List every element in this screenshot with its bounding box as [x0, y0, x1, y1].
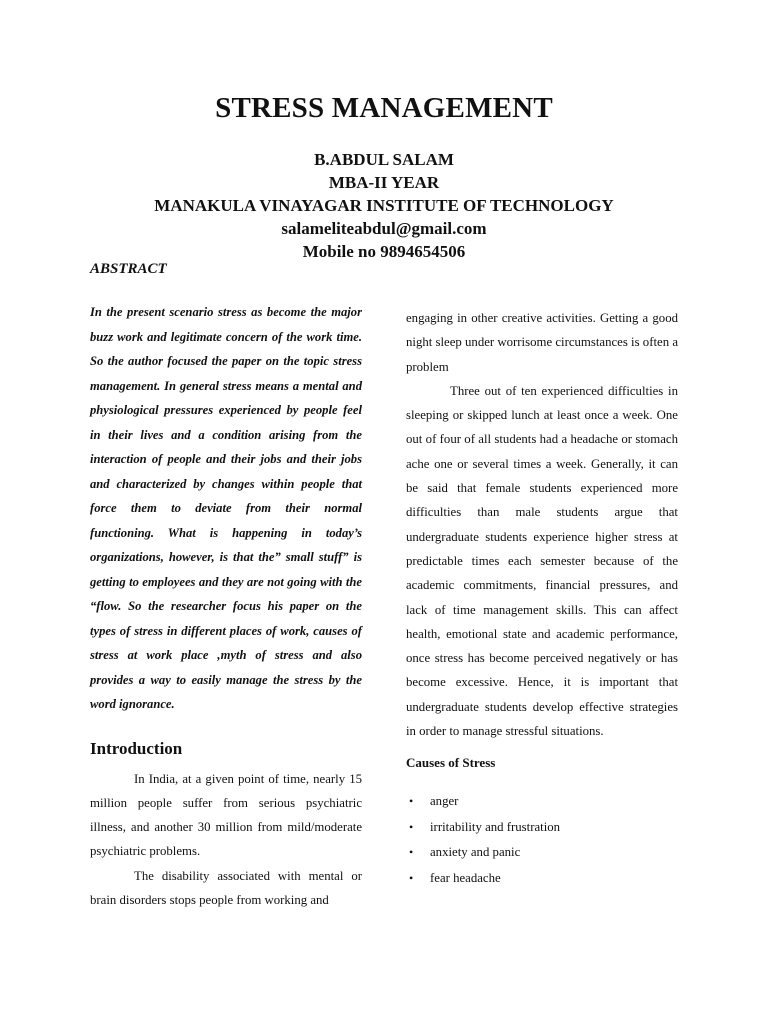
list-item: [406, 866, 678, 892]
introduction-heading: Introduction: [90, 738, 183, 758]
author-name: B.ABDUL SALAM: [314, 150, 454, 169]
page-title: STRESS MANAGEMENT: [215, 92, 553, 124]
body-paragraph: Three out of ten experienced difficulties in sleeping or skipped lunch at least once a week. One out of four of all students had a headache or stomach ache one or several times a week. Generally, it can be said that female students experienced more difficulties than male students argue that undergraduate students experience higher stress at predictable times each semester because of the academic commitments, financial pressures, and lack of time management skills. This can affect health, emotional state and academic performance, once stress has become perceived negatively or has become excessive. Hence, it is important that undergraduate students develop effective strategies in order to manage stressful situations.: [406, 383, 678, 739]
list-item: [406, 789, 678, 815]
causes-list: [406, 789, 678, 891]
list-item-text: fear headache: [430, 870, 501, 885]
body-paragraph: engaging in other creative activities. Getting a good night sleep under worrisome circumstances is often a problem: [406, 311, 678, 374]
author-mobile: Mobile no 9894654506: [302, 242, 466, 261]
abstract-text: In the present scenario stress as become the major buzz work and legitimate concern of the work time. So the author focused the paper on the topic stress management. In general stress means a mental and physiological pressures experienced by people feel in their lives and a condition arising from the interaction of people and their jobs and their jobs and characterized by changes within people that force them to deviate from their normal functioning. What is happening in today’s organizations, however, is that the” small stuff” is getting to employees and they are not going with the “flow. So the researcher focus his paper on the types of stress in different places of work, causes of stress at work place ,myth of stress and also provides a way to easily manage the stress by the word ignorance.: [90, 305, 362, 711]
introduction-paragraph: The disability associated with mental or brain disorders stops people from working and: [90, 868, 362, 907]
list-item: [406, 815, 678, 841]
author-block: [0, 148, 768, 263]
introduction-paragraph: In India, at a given point of time, nearly 15 million people suffer from serious psychiatric illness, and another 30 million from mild/moderate psychiatric problems.: [90, 771, 362, 859]
author-institute: MANAKULA VINAYAGAR INSTITUTE OF TECHNOLOGY: [154, 196, 614, 215]
right-column: [406, 306, 678, 891]
bullet-icon: •: [409, 845, 414, 860]
bullet-icon: •: [409, 870, 414, 885]
causes-heading: Causes of Stress: [406, 755, 496, 771]
bullet-icon: •: [409, 794, 414, 809]
list-item-text: anger: [430, 794, 459, 809]
bullet-icon: •: [409, 819, 414, 834]
abstract-heading: ABSTRACT: [90, 261, 167, 277]
list-item-text: anxiety and panic: [430, 845, 521, 860]
left-column: [90, 300, 362, 912]
list-item: [406, 840, 678, 866]
list-item-text: irritability and frustration: [430, 819, 561, 834]
author-degree: MBA-II YEAR: [328, 173, 440, 192]
author-email: salameliteabdul@gmail.com: [281, 219, 487, 238]
